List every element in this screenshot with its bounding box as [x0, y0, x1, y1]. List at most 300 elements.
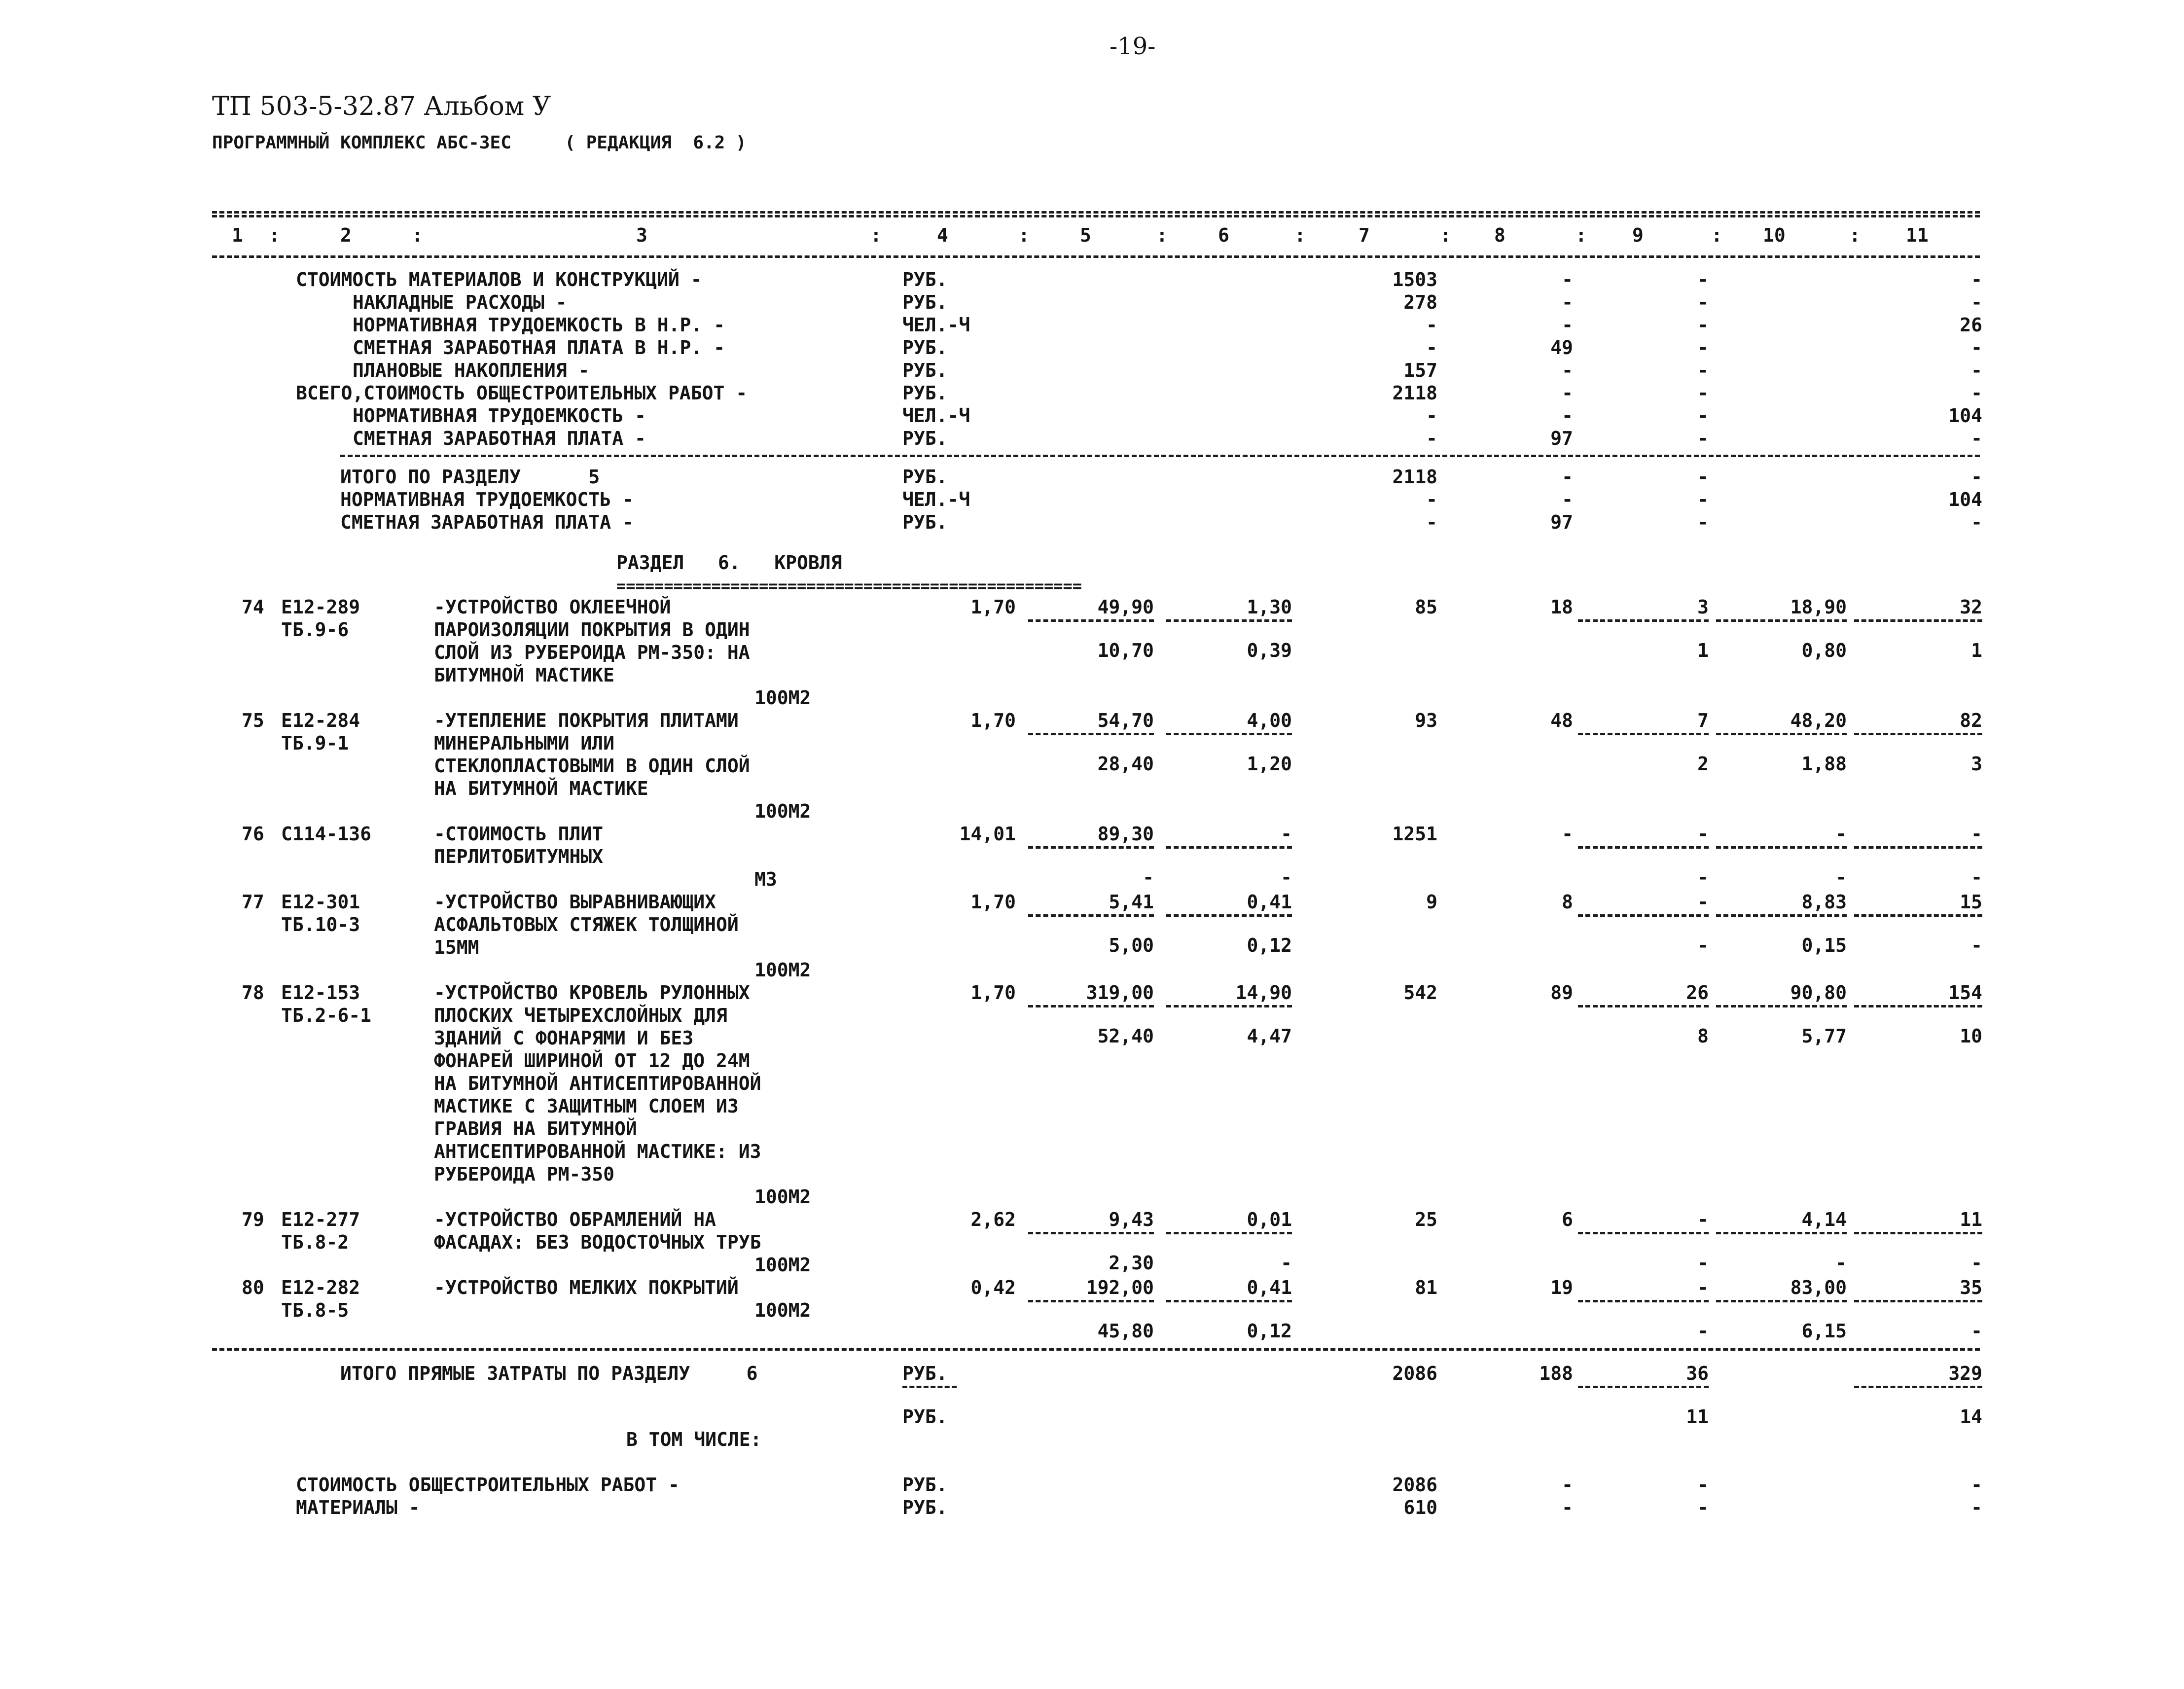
summary-label: ВСЕГО,СТОИМОСТЬ ОБЩЕСТРОИТЕЛЬНЫХ РАБОТ - [296, 382, 748, 404]
item-divider-col5 [1028, 733, 1154, 735]
column-number-4: 4 [937, 224, 948, 246]
item-description: ФАСАДАХ: БЕЗ ВОДОСТОЧНЫХ ТРУБ [434, 1231, 761, 1253]
item-col6: 0,41 [1247, 1277, 1292, 1298]
item-divider-col5 [1028, 619, 1154, 622]
summary-col9: - [1697, 405, 1709, 427]
item-wage-cost: 52,40 [1097, 1025, 1154, 1047]
summary-col11: 26 [1960, 314, 1982, 336]
item-quantity: 1,70 [970, 982, 1016, 1004]
section6-title: РАЗДЕЛ 6. КРОВЛЯ [616, 552, 842, 574]
summary-col9: - [1697, 1474, 1709, 1496]
item-divider-col6 [1166, 1300, 1292, 1302]
summary-col11: - [1971, 359, 1982, 381]
item-number: 79 [242, 1209, 264, 1230]
summary-unit: РУБ. [902, 337, 948, 359]
item-description: ГРАВИЯ НА БИТУМНОЙ [434, 1118, 637, 1140]
summary-unit: РУБ. [902, 269, 948, 290]
item-description: МИНЕРАЛЬНЫМИ ИЛИ [434, 732, 615, 754]
item-col11-sub: - [1971, 934, 1982, 956]
item-reference: ТБ.8-5 [281, 1299, 349, 1321]
item-wage-cost: 10,70 [1097, 640, 1154, 661]
summary-col7: 610 [1403, 1497, 1437, 1518]
item-col11: 32 [1960, 596, 1982, 618]
section5-total-rule [340, 455, 1980, 457]
item-divider-col6 [1166, 733, 1292, 735]
item-wage-cost: 45,80 [1097, 1320, 1154, 1342]
item-col10-sub: 0,15 [1801, 934, 1847, 956]
summary-col7: - [1426, 489, 1437, 510]
summary-col9: - [1697, 269, 1709, 290]
section6-underline: ================================================= [616, 576, 1082, 595]
item-total-cost: 81 [1415, 1277, 1437, 1298]
item-col6-sub: 0,12 [1247, 1320, 1292, 1342]
item-col11: - [1971, 823, 1982, 845]
summary-col7: - [1426, 337, 1437, 359]
summary-col9: - [1697, 466, 1709, 488]
item-reference: ТБ.2-6-1 [281, 1005, 372, 1026]
column-number-11: 11 [1906, 224, 1929, 246]
item-description: РУБЕРОИДА РМ-350 [434, 1163, 615, 1185]
item-col10: 18,90 [1790, 596, 1847, 618]
item-quantity: 1,70 [970, 710, 1016, 731]
item-col9: - [1697, 891, 1709, 913]
item-wage-cost: - [1143, 866, 1154, 888]
summary-col8: - [1562, 359, 1573, 381]
item-code: Е12-301 [281, 891, 360, 913]
summary-col8: 97 [1550, 511, 1573, 533]
item-col11: 15 [1960, 891, 1982, 913]
column-number-1: 1 [232, 224, 243, 246]
item-col11: 11 [1960, 1209, 1982, 1230]
summary-unit: РУБ. [902, 359, 948, 381]
item-divider-col6 [1166, 619, 1292, 622]
item-col6: 14,90 [1235, 982, 1292, 1004]
item-quantity: 0,42 [970, 1277, 1016, 1298]
album-title: ТП 503-5-32.87 Альбом У [212, 92, 551, 121]
item-col9-sub: 2 [1697, 753, 1709, 775]
item-col10-sub: 5,77 [1801, 1025, 1847, 1047]
item-col9-sub: - [1697, 866, 1709, 888]
item-total-cost: 9 [1426, 891, 1437, 913]
item-unit: 100М2 [754, 959, 811, 981]
item-description: СЛОЙ ИЗ РУБЕРОИДА РМ-350: НА [434, 642, 750, 663]
item-col10: 8,83 [1801, 891, 1847, 913]
item-divider-col10 [1716, 914, 1847, 917]
item-wage-cost: 2,30 [1109, 1252, 1154, 1274]
item-quantity: 1,70 [970, 596, 1016, 618]
item-wage-cost: 28,40 [1097, 753, 1154, 775]
item-divider-col11 [1854, 1232, 1982, 1234]
summary-col7: 1503 [1392, 269, 1437, 290]
summary-unit: РУБ. [902, 428, 948, 449]
item-col10: 83,00 [1790, 1277, 1847, 1298]
table-head-rule [212, 255, 1980, 258]
summary-col11: - [1971, 291, 1982, 313]
item-description: ЗДАНИЙ С ФОНАРЯМИ И БЕЗ [434, 1027, 694, 1049]
summary-col9: - [1697, 314, 1709, 336]
item-col11: 154 [1948, 982, 1982, 1004]
column-number-10: 10 [1763, 224, 1786, 246]
summary-col9: - [1697, 337, 1709, 359]
item-divider-col6 [1166, 914, 1292, 917]
item-col9: - [1697, 1277, 1709, 1298]
summary-unit: ЧЕЛ.-Ч [902, 405, 970, 427]
total6-col8: 188 [1539, 1363, 1573, 1384]
column-number-6: 6 [1218, 224, 1229, 246]
summary-label: СМЕТНАЯ ЗАРАБОТНАЯ ПЛАТА - [340, 511, 634, 533]
total6-unit-divider [902, 1386, 957, 1388]
item-col10: 90,80 [1790, 982, 1847, 1004]
page-number: -19- [1110, 33, 1156, 60]
item-col8: 6 [1562, 1209, 1573, 1230]
column-separator: : [269, 224, 280, 246]
item-description: -УСТРОЙСТВО ВЫРАВНИВАЮЩИХ [434, 891, 716, 913]
item-description: ПЛОСКИХ ЧЕТЫРЕХСЛОЙНЫХ ДЛЯ [434, 1005, 727, 1026]
item-divider-col9 [1578, 1232, 1709, 1234]
total6-col11: 329 [1948, 1363, 1982, 1384]
item-col9-sub: - [1697, 934, 1709, 956]
summary-col11: - [1971, 337, 1982, 359]
summary-label: ПЛАНОВЫЕ НАКОПЛЕНИЯ - [353, 359, 590, 381]
item-unit: 100М2 [754, 1186, 811, 1208]
item-divider-col9 [1578, 1300, 1709, 1302]
column-number-5: 5 [1080, 224, 1091, 246]
item-col11-sub: - [1971, 1252, 1982, 1274]
item-total-cost: 93 [1415, 710, 1437, 731]
column-separator: : [1849, 224, 1861, 246]
total6-including-label: В ТОМ ЧИСЛЕ: [626, 1429, 762, 1450]
summary-unit: РУБ. [902, 1497, 948, 1518]
summary-col8: - [1562, 269, 1573, 290]
item-divider-col6 [1166, 846, 1292, 849]
item-col8: 8 [1562, 891, 1573, 913]
item-number: 76 [242, 823, 264, 845]
item-total-cost: 85 [1415, 596, 1437, 618]
total6-unit: РУБ. [902, 1363, 948, 1384]
item-unit: 100М2 [754, 1254, 811, 1276]
item-divider-col10 [1716, 1005, 1847, 1007]
item-quantity: 2,62 [970, 1209, 1016, 1230]
column-separator: : [1575, 224, 1587, 246]
item-reference: ТБ.9-6 [281, 619, 349, 641]
column-number-7: 7 [1359, 224, 1370, 246]
item-col8: - [1562, 823, 1573, 845]
column-separator: : [412, 224, 423, 246]
table-top-rule-2 [212, 215, 1980, 217]
total6-label: ИТОГО ПРЯМЫЕ ЗАТРАТЫ ПО РАЗДЕЛУ 6 [340, 1363, 758, 1384]
summary-col9: - [1697, 428, 1709, 449]
summary-col11: - [1971, 1474, 1982, 1496]
item-description: -УТЕПЛЕНИЕ ПОКРЫТИЯ ПЛИТАМИ [434, 710, 739, 731]
item-total-cost: 1251 [1392, 823, 1437, 845]
summary-col7: - [1426, 314, 1437, 336]
summary-col7: 157 [1403, 359, 1437, 381]
item-description: АНТИСЕПТИРОВАННОЙ МАСТИКЕ: ИЗ [434, 1141, 761, 1162]
item-quantity: 14,01 [959, 823, 1016, 845]
item-col10: - [1835, 823, 1847, 845]
total6-col11-sub: 14 [1960, 1406, 1982, 1428]
summary-col11: - [1971, 382, 1982, 404]
summary-col11: 104 [1948, 489, 1982, 510]
item-description: -УСТРОЙСТВО МЕЛКИХ ПОКРЫТИЙ [434, 1277, 739, 1298]
summary-col7: 278 [1403, 291, 1437, 313]
summary-unit: РУБ. [902, 466, 948, 488]
item-col10-sub: 0,80 [1801, 640, 1847, 661]
total6-col9: 36 [1686, 1363, 1709, 1384]
item-col11-sub: 10 [1960, 1025, 1982, 1047]
section6-total-rule [212, 1348, 1980, 1351]
column-number-9: 9 [1632, 224, 1644, 246]
item-divider-col9 [1578, 846, 1709, 849]
item-col6-sub: 4,47 [1247, 1025, 1292, 1047]
summary-col8: - [1562, 466, 1573, 488]
item-description: НА БИТУМНОЙ АНТИСЕПТИРОВАННОЙ [434, 1073, 761, 1094]
column-separator: : [1156, 224, 1168, 246]
item-number: 75 [242, 710, 264, 731]
item-divider-col10 [1716, 846, 1847, 849]
summary-label: СМЕТНАЯ ЗАРАБОТНАЯ ПЛАТА В Н.Р. - [353, 337, 725, 359]
item-col9-sub: 1 [1697, 640, 1709, 661]
item-unit-cost: 319,00 [1086, 982, 1154, 1004]
item-number: 78 [242, 982, 264, 1004]
summary-label: НОРМАТИВНАЯ ТРУДОЕМКОСТЬ В Н.Р. - [353, 314, 725, 336]
item-divider-col5 [1028, 1232, 1154, 1234]
item-divider-col9 [1578, 1005, 1709, 1007]
item-col6: 0,41 [1247, 891, 1292, 913]
summary-unit: РУБ. [902, 1474, 948, 1496]
item-number: 74 [242, 596, 264, 618]
item-code: Е12-282 [281, 1277, 360, 1298]
column-separator: : [870, 224, 882, 246]
program-title: ПРОГРАММНЫЙ КОМПЛЕКС АБС-ЗЕС ( РЕДАКЦИЯ 6.2 ) [212, 133, 747, 153]
item-description: ФОНАРЕЙ ШИРИНОЙ ОТ 12 ДО 24М [434, 1050, 750, 1072]
item-number: 77 [242, 891, 264, 913]
summary-unit: РУБ. [902, 382, 948, 404]
item-col6: - [1281, 823, 1292, 845]
summary-col8: - [1562, 291, 1573, 313]
summary-col8: 49 [1550, 337, 1573, 359]
summary-label: НАКЛАДНЫЕ РАСХОДЫ - [353, 291, 567, 313]
item-description: -СТОИМОСТЬ ПЛИТ [434, 823, 604, 845]
item-col9: - [1697, 1209, 1709, 1230]
summary-col7: 2118 [1392, 466, 1437, 488]
item-description: НА БИТУМНОЙ МАСТИКЕ [434, 778, 648, 799]
summary-label: ИТОГО ПО РАЗДЕЛУ 5 [340, 466, 600, 488]
summary-col9: - [1697, 291, 1709, 313]
item-total-cost: 542 [1403, 982, 1437, 1004]
total6-col7: 2086 [1392, 1363, 1437, 1384]
summary-col7: 2086 [1392, 1474, 1437, 1496]
item-description: МАСТИКЕ С ЗАЩИТНЫМ СЛОЕМ ИЗ [434, 1095, 739, 1117]
item-col6: 1,30 [1247, 596, 1292, 618]
total6-col9-sub: 11 [1686, 1406, 1709, 1428]
summary-col8: - [1562, 1497, 1573, 1518]
summary-col11: - [1971, 466, 1982, 488]
item-unit-cost: 54,70 [1097, 710, 1154, 731]
item-divider-col6 [1166, 1005, 1292, 1007]
item-description: ПЕРЛИТОБИТУМНЫХ [434, 846, 604, 867]
item-col9: 3 [1697, 596, 1709, 618]
column-number-3: 3 [636, 224, 647, 246]
summary-col9: - [1697, 489, 1709, 510]
item-col6-sub: 1,20 [1247, 753, 1292, 775]
summary-col7: - [1426, 428, 1437, 449]
item-divider-col10 [1716, 619, 1847, 622]
item-unit-cost: 192,00 [1086, 1277, 1154, 1298]
item-divider-col5 [1028, 846, 1154, 849]
item-divider-col9 [1578, 733, 1709, 735]
summary-unit: РУБ. [902, 291, 948, 313]
column-separator: : [1294, 224, 1306, 246]
summary-unit: РУБ. [902, 511, 948, 533]
item-description: АСФАЛЬТОВЫХ СТЯЖЕК ТОЛЩИНОЙ [434, 914, 739, 935]
item-divider-col10 [1716, 733, 1847, 735]
item-divider-col5 [1028, 1005, 1154, 1007]
item-description: -УСТРОЙСТВО ОКЛЕЕЧНОЙ [434, 596, 671, 618]
item-col10-sub: - [1835, 1252, 1847, 1274]
summary-col7: - [1426, 511, 1437, 533]
summary-col8: - [1562, 1474, 1573, 1496]
summary-col8: - [1562, 314, 1573, 336]
item-unit-cost: 49,90 [1097, 596, 1154, 618]
table-top-rule [212, 211, 1980, 214]
item-unit: 100М2 [754, 800, 811, 822]
item-col8: 89 [1550, 982, 1573, 1004]
column-number-8: 8 [1494, 224, 1505, 246]
item-col6-sub: 0,39 [1247, 640, 1292, 661]
total6-unit-sub: РУБ. [902, 1406, 948, 1428]
item-divider-col5 [1028, 1300, 1154, 1302]
column-separator: : [1711, 224, 1722, 246]
item-col11-sub: 3 [1971, 753, 1982, 775]
item-divider-col10 [1716, 1232, 1847, 1234]
summary-label: СТОИМОСТЬ МАТЕРИАЛОВ И КОНСТРУКЦИЙ - [296, 269, 702, 290]
item-col6: 4,00 [1247, 710, 1292, 731]
summary-col9: - [1697, 1497, 1709, 1518]
item-col10-sub: 1,88 [1801, 753, 1847, 775]
column-separator: : [1440, 224, 1451, 246]
item-col10: 4,14 [1801, 1209, 1847, 1230]
item-col11: 35 [1960, 1277, 1982, 1298]
item-divider-col6 [1166, 1232, 1292, 1234]
summary-col11: - [1971, 511, 1982, 533]
item-unit: 100М2 [754, 687, 811, 709]
summary-col9: - [1697, 382, 1709, 404]
item-col9-sub: 8 [1697, 1025, 1709, 1047]
summary-label: СМЕТНАЯ ЗАРАБОТНАЯ ПЛАТА - [353, 428, 646, 449]
item-description: СТЕКЛОПЛАСТОВЫМИ В ОДИН СЛОЙ [434, 755, 750, 777]
summary-col8: 97 [1550, 428, 1573, 449]
item-unit: М3 [754, 868, 777, 890]
item-description: -УСТРОЙСТВО ОБРАМЛЕНИЙ НА [434, 1209, 716, 1230]
item-unit-cost: 5,41 [1109, 891, 1154, 913]
item-reference: ТБ.9-1 [281, 732, 349, 754]
item-divider-col10 [1716, 1300, 1847, 1302]
total6-col11-divider [1854, 1386, 1982, 1388]
summary-col9: - [1697, 359, 1709, 381]
item-col6: 0,01 [1247, 1209, 1292, 1230]
item-description: БИТУМНОЙ МАСТИКЕ [434, 664, 615, 686]
item-unit-cost: 89,30 [1097, 823, 1154, 845]
item-col9: 7 [1697, 710, 1709, 731]
item-reference: ТБ.8-2 [281, 1231, 349, 1253]
item-unit: 100М2 [754, 1299, 811, 1321]
item-col11-sub: - [1971, 1320, 1982, 1342]
item-divider-col11 [1854, 619, 1982, 622]
summary-col8: - [1562, 405, 1573, 427]
column-number-2: 2 [340, 224, 352, 246]
item-divider-col9 [1578, 914, 1709, 917]
item-number: 80 [242, 1277, 264, 1298]
summary-col11: - [1971, 1497, 1982, 1518]
item-total-cost: 25 [1415, 1209, 1437, 1230]
total6-col9-divider [1578, 1386, 1709, 1388]
summary-col11: 104 [1948, 405, 1982, 427]
item-col6-sub: 0,12 [1247, 934, 1292, 956]
item-unit-cost: 9,43 [1109, 1209, 1154, 1230]
item-code: Е12-277 [281, 1209, 360, 1230]
item-description: 15ММ [434, 936, 479, 958]
item-col9: - [1697, 823, 1709, 845]
summary-col11: - [1971, 428, 1982, 449]
item-wage-cost: 5,00 [1109, 934, 1154, 956]
item-col10-sub: 6,15 [1801, 1320, 1847, 1342]
item-col6-sub: - [1281, 866, 1292, 888]
item-col10-sub: - [1835, 866, 1847, 888]
summary-col8: - [1562, 382, 1573, 404]
item-reference: ТБ.10-3 [281, 914, 360, 935]
item-code: Е12-153 [281, 982, 360, 1004]
column-separator: : [1018, 224, 1030, 246]
summary-label: МАТЕРИАЛЫ - [296, 1497, 420, 1518]
item-divider-col11 [1854, 1005, 1982, 1007]
item-col9-sub: - [1697, 1320, 1709, 1342]
item-code: Е12-284 [281, 710, 360, 731]
summary-col8: - [1562, 489, 1573, 510]
item-divider-col11 [1854, 914, 1982, 917]
item-col9: 26 [1686, 982, 1709, 1004]
item-divider-col5 [1028, 914, 1154, 917]
summary-col7: 2118 [1392, 382, 1437, 404]
item-col10: 48,20 [1790, 710, 1847, 731]
item-col6-sub: - [1281, 1252, 1292, 1274]
item-divider-col11 [1854, 846, 1982, 849]
item-col11: 82 [1960, 710, 1982, 731]
item-col8: 19 [1550, 1277, 1573, 1298]
summary-label: НОРМАТИВНАЯ ТРУДОЕМКОСТЬ - [353, 405, 646, 427]
summary-col7: - [1426, 405, 1437, 427]
item-code: Е12-289 [281, 596, 360, 618]
summary-label: СТОИМОСТЬ ОБЩЕСТРОИТЕЛЬНЫХ РАБОТ - [296, 1474, 680, 1496]
item-col11-sub: 1 [1971, 640, 1982, 661]
item-col8: 48 [1550, 710, 1573, 731]
summary-unit: ЧЕЛ.-Ч [902, 489, 970, 510]
item-divider-col11 [1854, 1300, 1982, 1302]
item-divider-col11 [1854, 733, 1982, 735]
item-quantity: 1,70 [970, 891, 1016, 913]
item-col8: 18 [1550, 596, 1573, 618]
summary-col9: - [1697, 511, 1709, 533]
summary-unit: ЧЕЛ.-Ч [902, 314, 970, 336]
item-description: -УСТРОЙСТВО КРОВЕЛЬ РУЛОННЫХ [434, 982, 750, 1004]
item-code: С114-136 [281, 823, 372, 845]
item-col9-sub: - [1697, 1252, 1709, 1274]
summary-label: НОРМАТИВНАЯ ТРУДОЕМКОСТЬ - [340, 489, 634, 510]
item-description: ПАРОИЗОЛЯЦИИ ПОКРЫТИЯ В ОДИН [434, 619, 750, 641]
summary-col11: - [1971, 269, 1982, 290]
item-col11-sub: - [1971, 866, 1982, 888]
item-divider-col9 [1578, 619, 1709, 622]
